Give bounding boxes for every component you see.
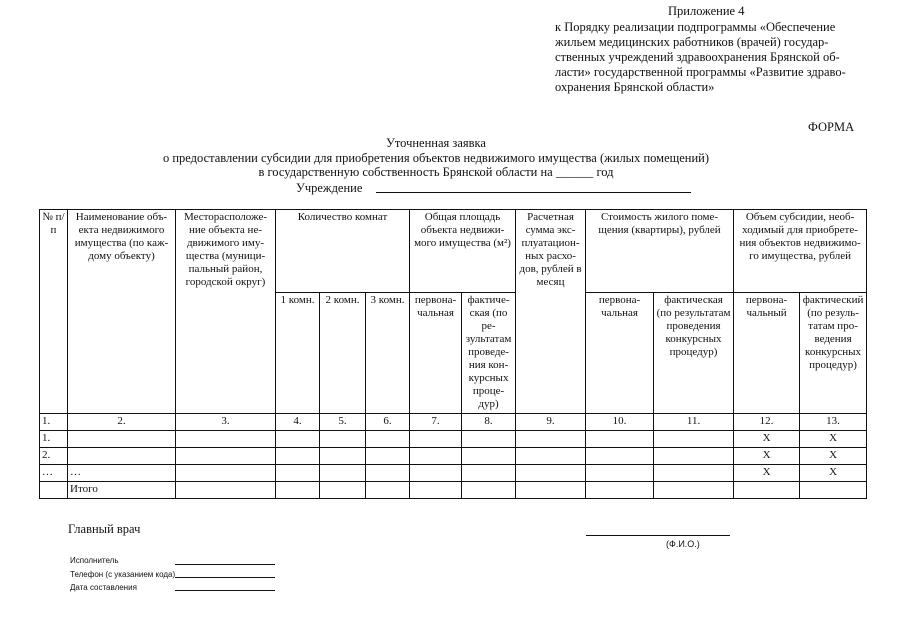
header-subsidy: Объем субсидии, необ-ходимый для приобрете-ния объектов недвижимо-го имущества, рублей <box>734 210 867 293</box>
column-number-row <box>40 414 867 431</box>
total-label: Итого <box>68 482 176 499</box>
header-cost: Стоимость жилого поме-щения (квартиры), рублей <box>586 210 734 293</box>
row-num: 2. <box>40 448 68 465</box>
row-x12: X <box>734 431 800 448</box>
appendix-text: к Порядку реализации подпрограммы «Обеспечение жильем медицинских работников (врачей) государ- ственных учреждений здравоохранения Брянской об- ласти» государственной программы «Развитие здраво- охранения Брянской области» <box>555 20 846 94</box>
row-name <box>68 448 176 465</box>
subheader-rooms3: 3 комн. <box>366 293 410 414</box>
header-calc-sum: Расчетная сумма экс-плуатацион-ных расхо-дов, рублей в месяц <box>516 210 586 414</box>
fio-label: (Ф.И.О.) <box>666 539 700 549</box>
colnum: 11. <box>654 414 734 431</box>
colnum: 2. <box>68 414 176 431</box>
table-row <box>40 431 867 448</box>
header-num: № п/п <box>40 210 68 414</box>
header-name: Наименование объ-екта недвижимого имущества (по каж-дому объекту) <box>68 210 176 414</box>
table-row <box>40 448 867 465</box>
colnum: 6. <box>366 414 410 431</box>
form-label: ФОРМА <box>808 120 855 134</box>
header-area: Общая площадь объекта недвижи-мого имущества (м²) <box>410 210 516 293</box>
subheader-rooms1: 1 комн. <box>276 293 320 414</box>
date-label: Дата составления <box>70 583 137 592</box>
table-row <box>40 465 867 482</box>
document-subtitle-year: в государственную собственность Брянской области на ______ год <box>258 165 614 179</box>
subheader-sub-initial: первона-чальный <box>734 293 800 414</box>
colnum: 5. <box>320 414 366 431</box>
chief-doctor-label: Главный врач <box>68 522 141 536</box>
subheader-area-initial: первона-чальная <box>410 293 462 414</box>
colnum: 9. <box>516 414 586 431</box>
subheader-sub-actual: фактический (по резуль-татам про-ведения конкурсных процедур) <box>800 293 867 414</box>
subheader-cost-actual: фактическая (по результатам проведения конкурсных процедур) <box>654 293 734 414</box>
total-row <box>40 482 867 499</box>
document-title: Уточненная заявка <box>386 136 486 150</box>
header-row <box>40 210 867 293</box>
phone-line <box>175 577 275 578</box>
subheader-area-actual: фактиче-ская (по ре-зультатам проведе-ния кон-курсных проце-дур) <box>462 293 516 414</box>
executor-line <box>175 564 275 565</box>
row-num: 1. <box>40 431 68 448</box>
colnum: 1. <box>40 414 68 431</box>
colnum: 7. <box>410 414 462 431</box>
row-x13: X <box>800 465 867 482</box>
colnum: 10. <box>586 414 654 431</box>
colnum: 3. <box>176 414 276 431</box>
row-name: … <box>68 465 176 482</box>
subheader-rooms2: 2 комн. <box>320 293 366 414</box>
row-x13: X <box>800 448 867 465</box>
subheader-cost-initial: первона-чальная <box>586 293 654 414</box>
date-line <box>175 590 275 591</box>
row-x13: X <box>800 431 867 448</box>
colnum: 4. <box>276 414 320 431</box>
appendix-title: Приложение 4 <box>668 4 745 18</box>
document-subtitle: о предоставлении субсидии для приобретения объектов недвижимого имущества (жилых помещений) <box>162 151 710 165</box>
header-rooms: Количество комнат <box>276 210 410 293</box>
institution-field-line <box>376 192 691 193</box>
signature-line <box>586 535 730 536</box>
institution-label: Учреждение <box>296 181 363 195</box>
executor-label: Исполнитель <box>70 556 119 565</box>
colnum: 13. <box>800 414 867 431</box>
colnum: 12. <box>734 414 800 431</box>
colnum: 8. <box>462 414 516 431</box>
row-num: … <box>40 465 68 482</box>
header-location: Месторасположе-ние объекта не-движимого иму-щества (муници-пальный район, городской округ) <box>176 210 276 414</box>
application-table <box>39 209 867 499</box>
row-x12: X <box>734 448 800 465</box>
row-name <box>68 431 176 448</box>
phone-label: Телефон (с указанием кода) <box>70 570 176 579</box>
row-x12: X <box>734 465 800 482</box>
